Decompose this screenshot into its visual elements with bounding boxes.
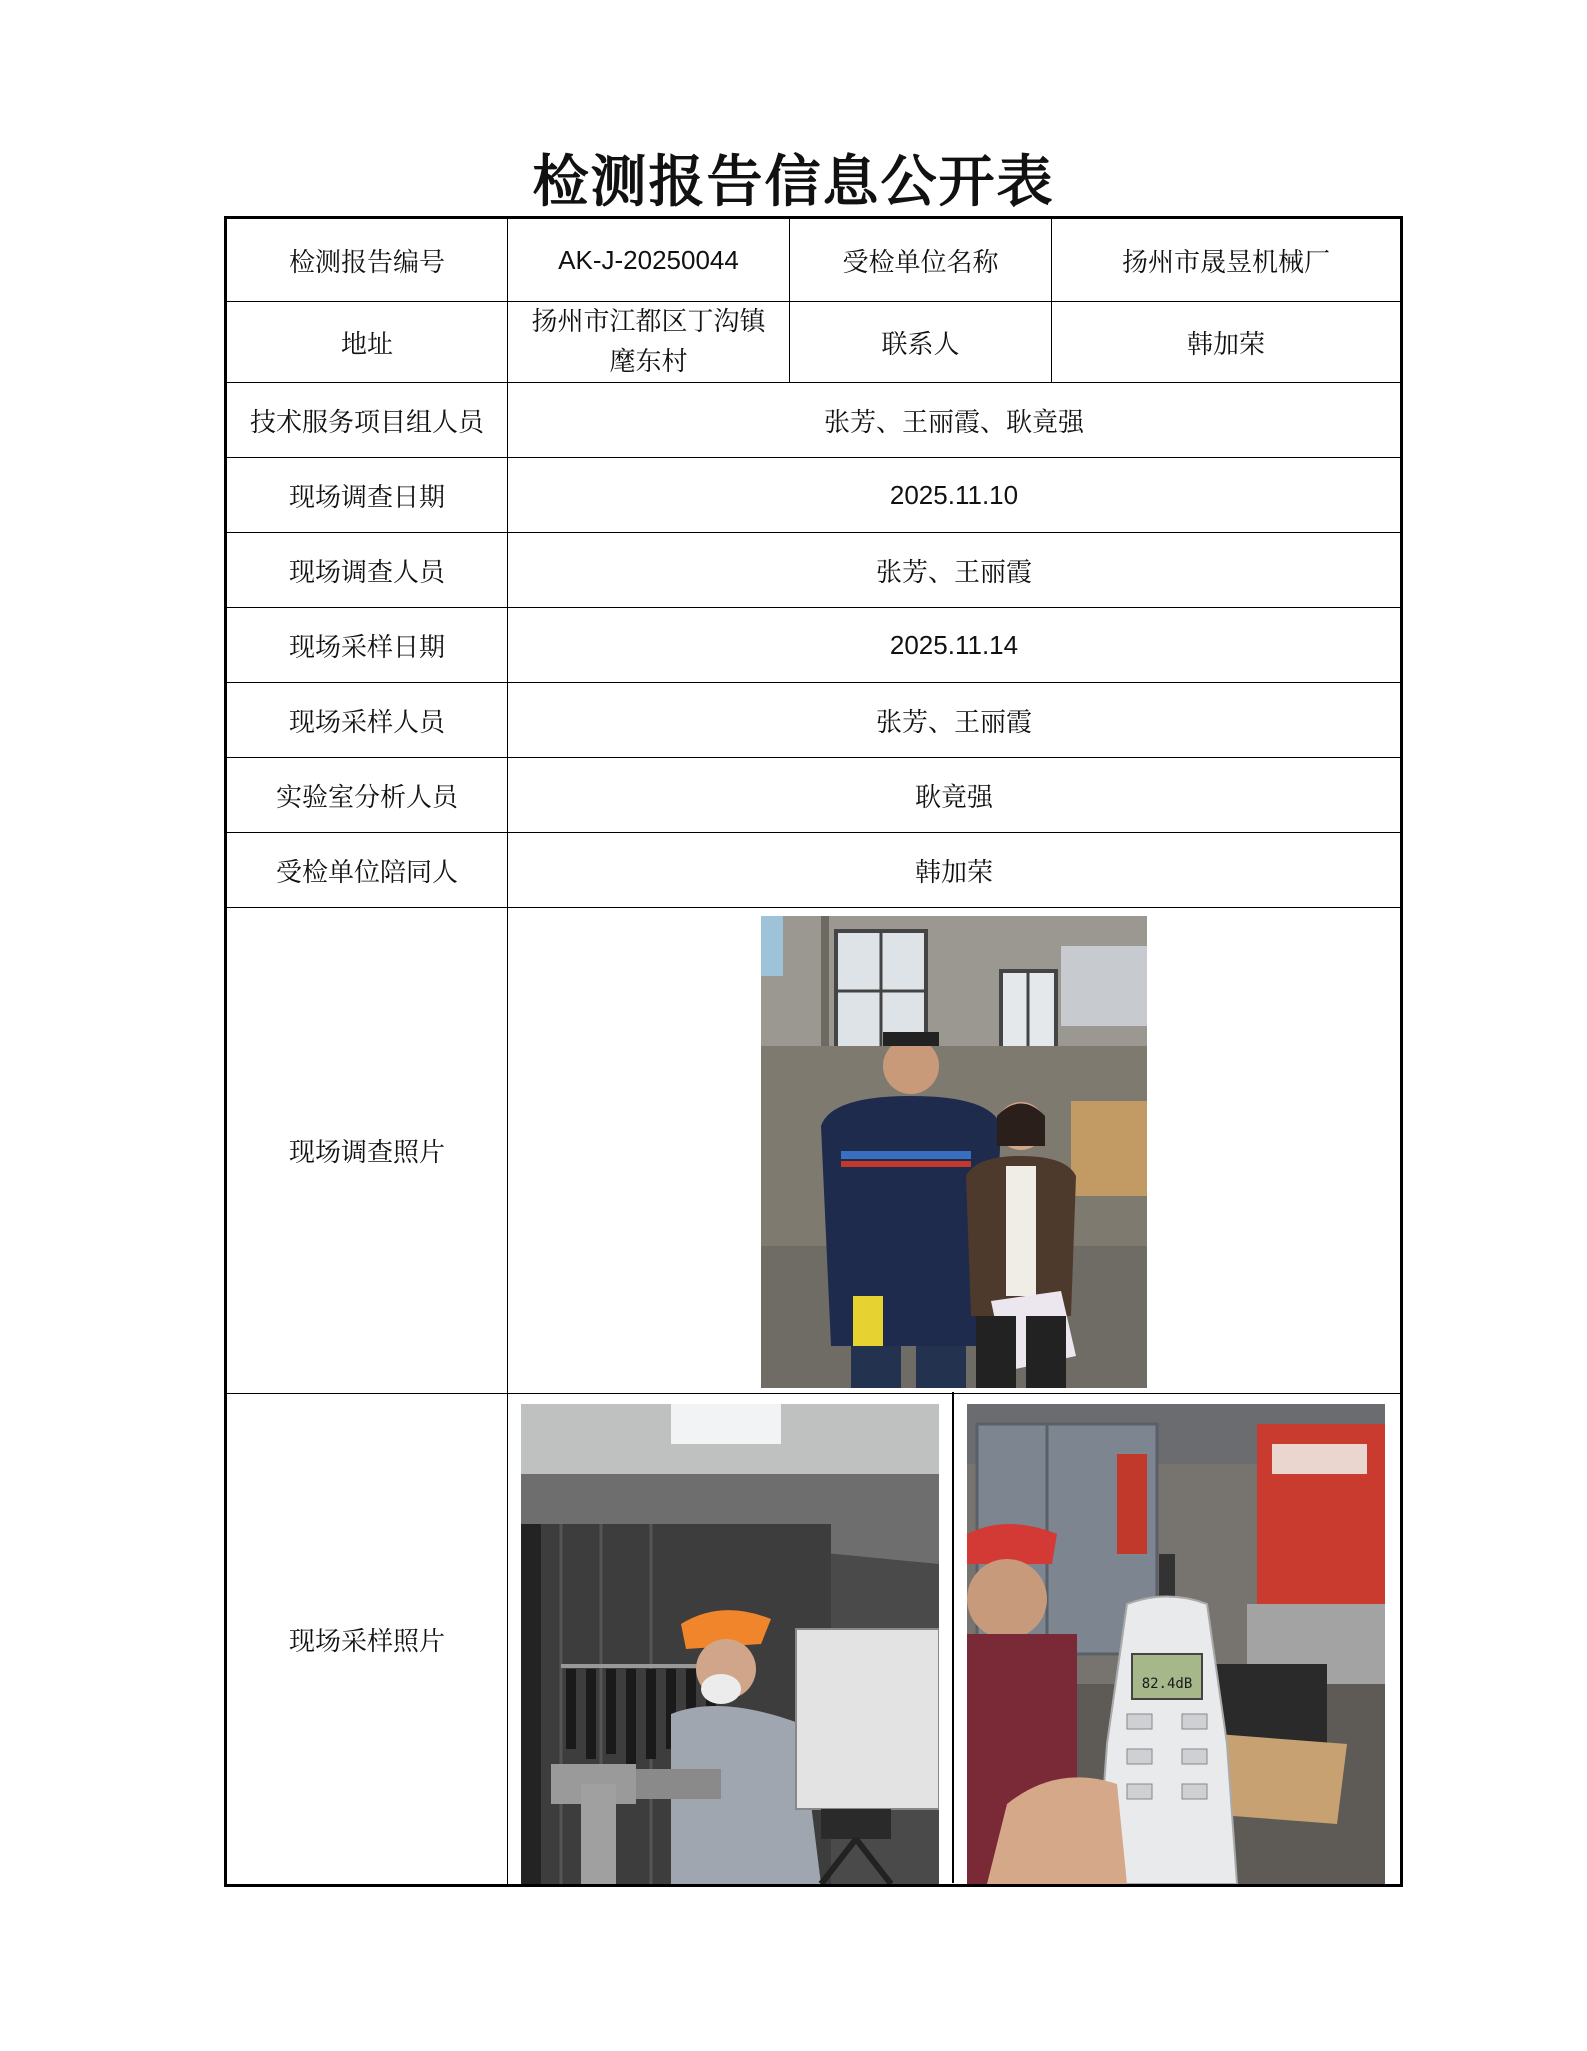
table-row bbox=[226, 758, 1402, 833]
survey-photo bbox=[761, 916, 1147, 1388]
survey-staff-value: 张芳、王丽霞 bbox=[508, 533, 1402, 608]
table-row bbox=[226, 533, 1402, 608]
table-row bbox=[226, 218, 1402, 302]
address-value bbox=[508, 302, 790, 383]
table-row bbox=[226, 833, 1402, 908]
sampling-photo-2 bbox=[967, 1404, 1385, 1884]
contact-value: 韩加荣 bbox=[1052, 302, 1402, 383]
sampling-photo-label: 现场采样照片 bbox=[226, 1394, 508, 1886]
unit-name-value: 扬州市晟昱机械厂 bbox=[1052, 218, 1402, 302]
sampling-staff-label: 现场采样人员 bbox=[226, 683, 508, 758]
table-row bbox=[226, 608, 1402, 683]
report-no-value: AK-J-20250044 bbox=[508, 218, 790, 302]
team-label: 技术服务项目组人员 bbox=[226, 383, 508, 458]
team-value: 张芳、王丽霞、耿竟强 bbox=[508, 383, 1402, 458]
table-row bbox=[226, 302, 1402, 383]
meter-display: 82.4dB bbox=[1141, 1676, 1193, 1692]
contact-label: 联系人 bbox=[790, 302, 1052, 383]
sampling-date-value: 2025.11.14 bbox=[508, 608, 1402, 683]
survey-staff-label: 现场调查人员 bbox=[226, 533, 508, 608]
unit-name-label: 受检单位名称 bbox=[790, 218, 1052, 302]
table-row bbox=[226, 683, 1402, 758]
address-line-1: 扬州市江都区丁沟镇 bbox=[531, 307, 766, 337]
table-row bbox=[226, 383, 1402, 458]
sampling-staff-value: 张芳、王丽霞 bbox=[508, 683, 1402, 758]
lab-staff-label: 实验室分析人员 bbox=[226, 758, 508, 833]
survey-date-label: 现场调查日期 bbox=[226, 458, 508, 533]
page-title: 检测报告信息公开表 bbox=[532, 149, 1055, 215]
lab-staff-value: 耿竟强 bbox=[508, 758, 1402, 833]
address-label: 地址 bbox=[226, 302, 508, 383]
photo-divider bbox=[952, 1392, 954, 1883]
survey-photo-label: 现场调查照片 bbox=[226, 908, 508, 1394]
sampling-date-label: 现场采样日期 bbox=[226, 608, 508, 683]
escort-label: 受检单位陪同人 bbox=[226, 833, 508, 908]
table-row bbox=[226, 458, 1402, 533]
sampling-photo-1 bbox=[521, 1404, 939, 1884]
survey-date-value: 2025.11.10 bbox=[508, 458, 1402, 533]
escort-value: 韩加荣 bbox=[508, 833, 1402, 908]
report-no-label: 检测报告编号 bbox=[226, 218, 508, 302]
address-line-2: 麾东村 bbox=[609, 347, 688, 377]
